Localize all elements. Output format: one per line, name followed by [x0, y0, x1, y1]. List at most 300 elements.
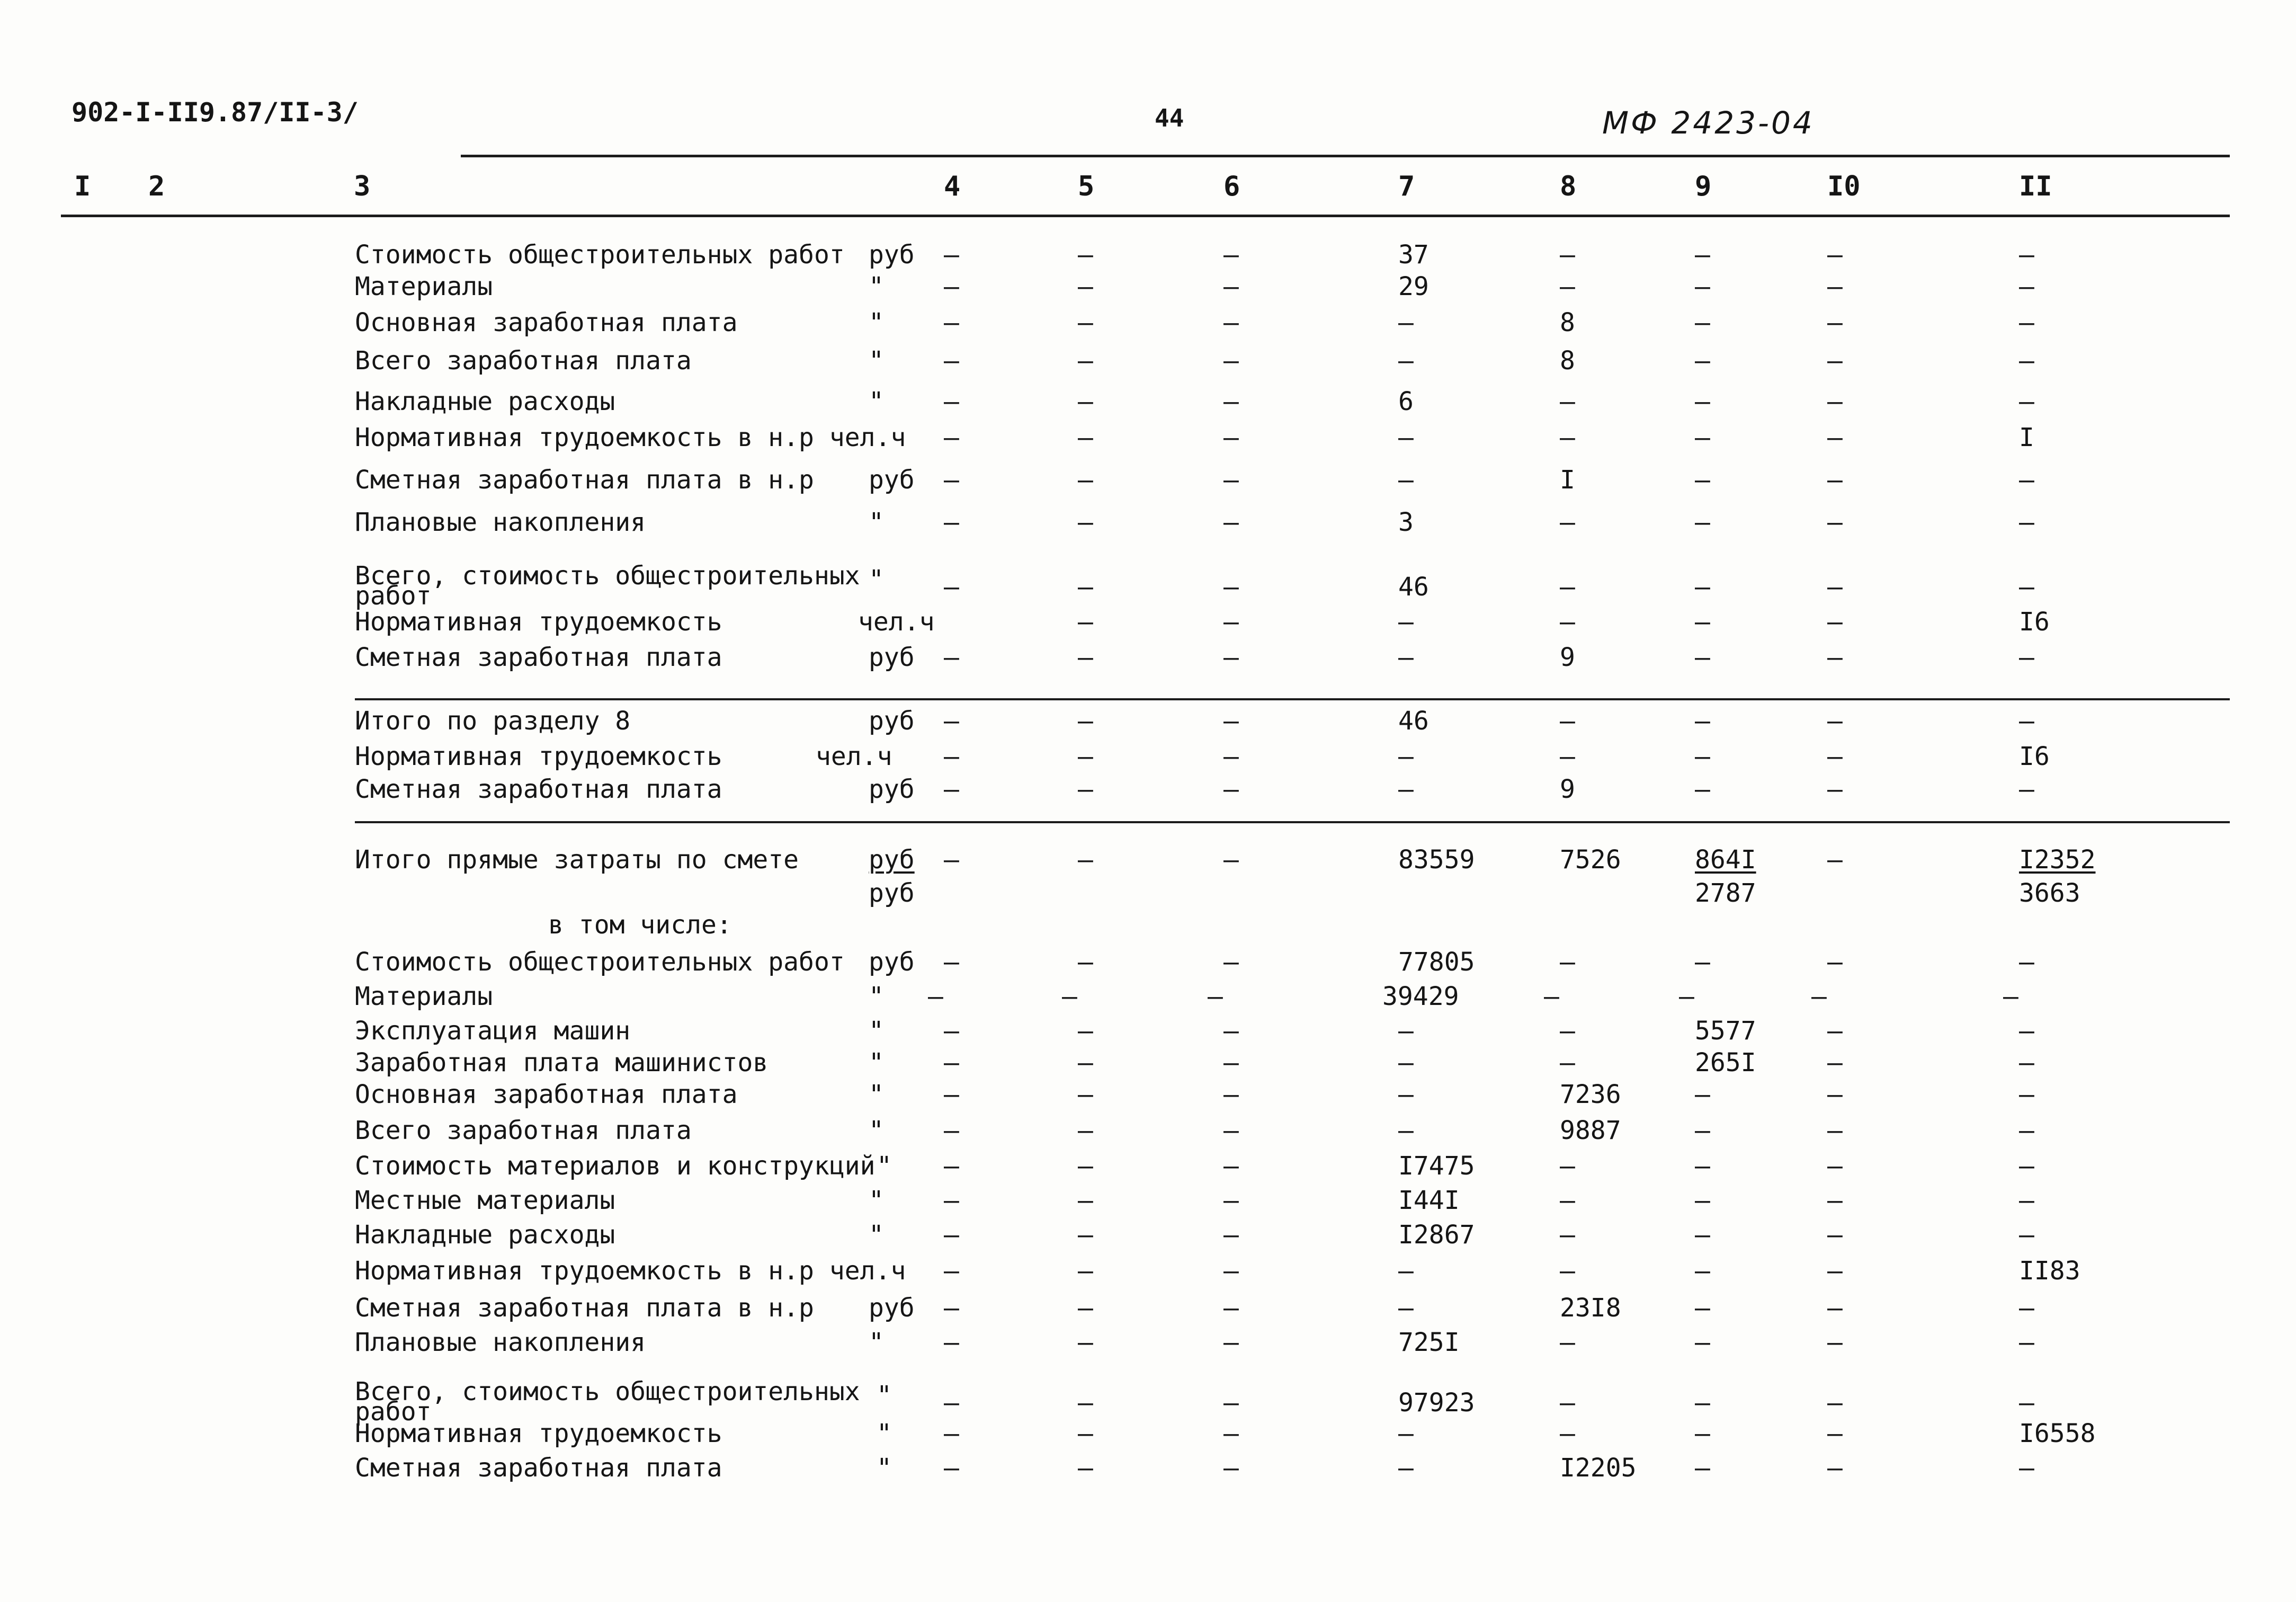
cell-col7: I7475	[1398, 1151, 1475, 1181]
cell-col9: –	[1695, 346, 1710, 376]
cell-col7: 46	[1398, 706, 1429, 736]
cell-col10: –	[1827, 607, 1843, 637]
cell-col7: –	[1398, 423, 1414, 452]
cell-col8: I	[1560, 465, 1575, 495]
cell-col10: –	[1827, 572, 1843, 602]
table-row	[0, 1117, 2296, 1156]
cell-col7: –	[1398, 1116, 1414, 1145]
cell-col4: –	[944, 387, 959, 416]
cell-col6: –	[1223, 775, 1239, 804]
cell-col9: –	[1695, 508, 1710, 537]
row-unit: "	[869, 272, 884, 301]
cell-col10: –	[1827, 1419, 1843, 1448]
cell-col10: –	[1827, 1186, 1843, 1215]
cell-col4: –	[944, 423, 959, 452]
cell-col4: –	[944, 1220, 959, 1250]
cell-col6: –	[1223, 308, 1239, 337]
cell-col6: –	[1223, 423, 1239, 452]
cell-col10: –	[1827, 240, 1843, 270]
row-label: Нормативная трудоемкость	[355, 742, 722, 771]
cell-col6: –	[1223, 643, 1239, 672]
cell-col6: –	[1223, 1388, 1239, 1418]
cell-col7: –	[1398, 1016, 1414, 1046]
cell-col10: –	[1827, 775, 1843, 804]
row-unit: руб	[869, 878, 915, 908]
cell-col4: –	[944, 775, 959, 804]
cell-col5: –	[1078, 1116, 1093, 1145]
row-unit: "	[869, 1186, 884, 1215]
cell-col7: 725I	[1398, 1328, 1460, 1357]
cell-col9: 864I	[1695, 845, 1756, 875]
cell-col11: –	[2019, 1293, 2034, 1323]
cell-col6: –	[1223, 465, 1239, 495]
cell-col11: –	[2019, 387, 2034, 416]
row-unit: руб	[869, 845, 915, 875]
cell-col11: –	[2019, 346, 2034, 376]
cell-col8: 8	[1560, 346, 1575, 376]
cell-col5: –	[1078, 742, 1093, 771]
row-unit: руб	[869, 643, 915, 672]
table-row	[0, 1454, 2296, 1493]
cell-col8: –	[1560, 1419, 1575, 1448]
cell-col4: –	[944, 346, 959, 376]
cell-col4: –	[944, 1048, 959, 1078]
cell-col11: –	[2019, 1453, 2034, 1483]
cell-col7: 77805	[1398, 947, 1475, 977]
cell-col5: –	[1078, 308, 1093, 337]
row-label: Стоимость общестроительных работ	[355, 947, 845, 977]
row-unit: чел.ч	[816, 742, 892, 771]
cell-col11: I6	[2019, 742, 2050, 771]
row-unit: "	[869, 1016, 884, 1046]
cell-col8: 9	[1560, 643, 1575, 672]
cell-col5: –	[1078, 1293, 1093, 1323]
cell-col5: –	[1078, 1419, 1093, 1448]
cell-col4: –	[944, 1388, 959, 1418]
cell-col8: 7526	[1560, 845, 1621, 875]
cell-col5: –	[1078, 643, 1093, 672]
cell-col6: –	[1223, 346, 1239, 376]
row-unit: руб	[869, 240, 915, 270]
cell-col10: –	[1827, 1080, 1843, 1109]
cell-col11: –	[2019, 1328, 2034, 1357]
cell-col10: –	[1827, 643, 1843, 672]
cell-col9: –	[1695, 742, 1710, 771]
cell-col8: –	[1560, 572, 1575, 602]
cell-col9: 5577	[1695, 1016, 1756, 1046]
cell-col11: II83	[2019, 1256, 2080, 1286]
cell-col10: –	[1827, 947, 1843, 977]
cell-col6: –	[1223, 1328, 1239, 1357]
cell-col5: –	[1078, 775, 1093, 804]
cell-col7: I44I	[1398, 1186, 1460, 1215]
cell-col5: –	[1078, 272, 1093, 301]
cell-col6: –	[1223, 1453, 1239, 1483]
cell-col10: –	[1827, 1048, 1843, 1078]
cell-col6: –	[1223, 1080, 1239, 1109]
cell-col8: 9	[1560, 775, 1575, 804]
cell-col7: I2867	[1398, 1220, 1475, 1250]
cell-col11: –	[2019, 1080, 2034, 1109]
row-unit: "	[869, 1220, 884, 1250]
cell-col4: –	[944, 308, 959, 337]
cell-col11: –	[2019, 240, 2034, 270]
cell-col8: –	[1560, 272, 1575, 301]
cell-col6: –	[1223, 947, 1239, 977]
cell-col9: –	[1695, 423, 1710, 452]
cell-col5: –	[1078, 1151, 1093, 1181]
cell-col11: I6	[2019, 607, 2050, 637]
cell-col10: –	[1827, 1256, 1843, 1286]
cell-col9: –	[1695, 775, 1710, 804]
row-unit: "	[869, 1048, 884, 1078]
cell-col7: 37	[1398, 240, 1429, 270]
cell-col11: –	[2019, 572, 2034, 602]
cell-col10: –	[1827, 1016, 1843, 1046]
row-unit: "	[869, 1080, 884, 1109]
cell-col8: –	[1560, 1388, 1575, 1418]
row-unit: руб	[869, 775, 915, 804]
cell-col4: –	[944, 1256, 959, 1286]
column-number-9: 9	[1695, 171, 1712, 202]
row-label: Сметная заработная плата в н.р	[355, 1293, 814, 1323]
row-label: Стоимость общестроительных работ	[355, 240, 845, 270]
cell-col5: –	[1078, 1256, 1093, 1286]
cell-col8: –	[1560, 1048, 1575, 1078]
cell-col10: –	[1827, 706, 1843, 736]
cell-col8: I2205	[1560, 1453, 1637, 1483]
cell-col9: –	[1695, 1080, 1710, 1109]
cell-col8: –	[1560, 706, 1575, 736]
cell-col4: –	[944, 643, 959, 672]
row-unit: "	[869, 982, 884, 1011]
cell-col9: 265I	[1695, 1048, 1756, 1078]
row-label: Сметная заработная плата	[355, 775, 722, 804]
cell-col7: –	[1398, 1293, 1414, 1323]
row-label: Основная заработная плата	[355, 308, 738, 337]
cell-col7: –	[1398, 775, 1414, 804]
cell-col6: –	[1223, 742, 1239, 771]
cell-col10: –	[1827, 308, 1843, 337]
column-number-8: 8	[1560, 171, 1577, 202]
cell-col9: 2787	[1695, 878, 1756, 908]
cell-col6: –	[1223, 1186, 1239, 1215]
cell-col7: –	[1398, 465, 1414, 495]
row-unit: руб	[869, 706, 915, 736]
row-label: Заработная плата машинистов	[355, 1048, 769, 1078]
cell-col8: –	[1560, 423, 1575, 452]
row-label: Местные материалы	[355, 1186, 615, 1215]
cell-col10: –	[1827, 1293, 1843, 1323]
cell-col10: –	[1827, 387, 1843, 416]
document-stamp: МФ 2423-04	[1602, 105, 1815, 141]
cell-col5: –	[1078, 240, 1093, 270]
row-label: в том числе:	[548, 910, 732, 940]
row-unit: "	[877, 1453, 892, 1483]
cell-col10: –	[1827, 508, 1843, 537]
row-unit: "	[877, 1381, 892, 1410]
cell-col9: –	[1695, 1388, 1710, 1418]
row-unit: "	[869, 387, 884, 416]
cell-col11: 3663	[2019, 878, 2080, 908]
row-label: Всего, стоимость общестроительных работ	[355, 1377, 860, 1427]
cell-col10: –	[1811, 982, 1827, 1011]
cell-col11: I	[2019, 423, 2034, 452]
cell-col4: –	[944, 742, 959, 771]
cell-col6: –	[1223, 272, 1239, 301]
cell-col5: –	[1078, 845, 1093, 875]
cell-col4: –	[944, 240, 959, 270]
cell-col9: –	[1695, 1293, 1710, 1323]
cell-col8: –	[1560, 1186, 1575, 1215]
cell-col7: 6	[1398, 387, 1414, 416]
row-unit: руб	[869, 465, 915, 495]
cell-col7: 3	[1398, 508, 1414, 537]
cell-col4: –	[944, 272, 959, 301]
cell-col4: –	[944, 508, 959, 537]
cell-col8: –	[1560, 508, 1575, 537]
row-label: Сметная заработная плата	[355, 1453, 722, 1483]
cell-col4: –	[944, 845, 959, 875]
cell-col4: –	[944, 1151, 959, 1181]
cell-col11: –	[2019, 643, 2034, 672]
column-number-3: 3	[354, 171, 371, 202]
cell-col10: –	[1827, 272, 1843, 301]
cell-col5: –	[1078, 1453, 1093, 1483]
row-label: Сметная заработная плата	[355, 643, 722, 672]
table-row	[0, 1420, 2296, 1459]
cell-col4: –	[944, 1116, 959, 1145]
cell-col10: –	[1827, 346, 1843, 376]
cell-col7: 46	[1398, 572, 1429, 602]
cell-col5: –	[1062, 982, 1077, 1011]
page-number: 44	[1155, 104, 1184, 132]
cell-col6: –	[1223, 607, 1239, 637]
cell-col5: –	[1078, 572, 1093, 602]
cell-col9: –	[1695, 1151, 1710, 1181]
row-unit: "	[869, 346, 884, 376]
column-number-11: II	[2019, 171, 2052, 202]
cell-col10: –	[1827, 1220, 1843, 1250]
cell-col5: –	[1078, 706, 1093, 736]
cell-col9: –	[1695, 1328, 1710, 1357]
cell-col9: –	[1695, 272, 1710, 301]
cell-col6: –	[1223, 387, 1239, 416]
row-label: Нормативная трудоемкость	[355, 607, 722, 637]
cell-col5: –	[1078, 1388, 1093, 1418]
cell-col9: –	[1695, 706, 1710, 736]
cell-col11: –	[2019, 1116, 2034, 1145]
cell-col7: –	[1398, 308, 1414, 337]
cell-col5: –	[1078, 465, 1093, 495]
cell-col4: –	[944, 1080, 959, 1109]
cell-col9: –	[1695, 465, 1710, 495]
cell-col8: 23I8	[1560, 1293, 1621, 1323]
cell-col4: –	[944, 1419, 959, 1448]
cell-col5: –	[1078, 387, 1093, 416]
column-number-6: 6	[1223, 171, 1240, 202]
cell-col7: –	[1398, 643, 1414, 672]
cell-col11: –	[2019, 1151, 2034, 1181]
row-unit: "	[869, 1328, 884, 1357]
cell-col11: –	[2019, 465, 2034, 495]
row-label: Всего, стоимость общестроительных работ	[355, 561, 860, 611]
cell-col11: –	[2003, 982, 2018, 1011]
column-number-4: 4	[944, 171, 961, 202]
column-number-5: 5	[1078, 171, 1095, 202]
column-number-1: I	[74, 171, 91, 202]
table-row	[0, 1152, 2296, 1191]
cell-col9: –	[1695, 308, 1710, 337]
cell-col7: –	[1398, 346, 1414, 376]
cell-col8: –	[1560, 1016, 1575, 1046]
cell-col4: –	[944, 947, 959, 977]
column-number-10: I0	[1827, 171, 1861, 202]
cell-col7: 83559	[1398, 845, 1475, 875]
row-label: Нормативная трудоемкость	[355, 1419, 722, 1448]
cell-col11: –	[2019, 1016, 2034, 1046]
cell-col9: –	[1695, 1419, 1710, 1448]
row-unit: руб	[869, 947, 915, 977]
cell-col7: 29	[1398, 272, 1429, 301]
table-row	[0, 983, 2296, 1022]
row-label: Всего заработная плата	[355, 346, 692, 376]
row-label: Основная заработная плата	[355, 1080, 738, 1109]
cell-col8: –	[1560, 607, 1575, 637]
cell-col6: –	[1223, 1419, 1239, 1448]
cell-col5: –	[1078, 346, 1093, 376]
cell-col6: –	[1223, 706, 1239, 736]
cell-col11: –	[2019, 947, 2034, 977]
cell-col9: –	[1695, 572, 1710, 602]
cell-col8: 7236	[1560, 1080, 1621, 1109]
cell-col8: 8	[1560, 308, 1575, 337]
cell-col4: –	[944, 465, 959, 495]
cell-col5: –	[1078, 508, 1093, 537]
cell-col7: 97923	[1398, 1388, 1475, 1418]
cell-col5: –	[1078, 1080, 1093, 1109]
cell-col10: –	[1827, 423, 1843, 452]
cell-col9: –	[1695, 1186, 1710, 1215]
cell-col10: –	[1827, 742, 1843, 771]
cell-col11: –	[2019, 1220, 2034, 1250]
cell-col11: –	[2019, 1186, 2034, 1215]
cell-col10: –	[1827, 845, 1843, 875]
cell-col11: –	[2019, 272, 2034, 301]
cell-col6: –	[1223, 1220, 1239, 1250]
cell-col8: 9887	[1560, 1116, 1621, 1145]
cell-col8: –	[1560, 1256, 1575, 1286]
cell-col4: –	[944, 1186, 959, 1215]
cell-col9: –	[1695, 1220, 1710, 1250]
cell-col9: –	[1695, 1256, 1710, 1286]
row-label: Итого прямые затраты по смете	[355, 845, 799, 875]
cell-col6: –	[1223, 240, 1239, 270]
row-label: Плановые накопления	[355, 1328, 646, 1357]
cell-col4: –	[944, 1328, 959, 1357]
cell-col8: –	[1560, 1328, 1575, 1357]
cell-col7: –	[1398, 742, 1414, 771]
cell-col5: –	[1078, 1016, 1093, 1046]
cell-col9: –	[1695, 240, 1710, 270]
cell-col4: –	[944, 1293, 959, 1323]
cell-col6: –	[1223, 845, 1239, 875]
cell-col9: –	[1695, 387, 1710, 416]
cell-col10: –	[1827, 465, 1843, 495]
column-number-7: 7	[1398, 171, 1415, 202]
row-unit: чел.ч	[858, 607, 935, 637]
cell-col8: –	[1560, 240, 1575, 270]
cell-col4: –	[944, 1453, 959, 1483]
cell-col9: –	[1695, 947, 1710, 977]
cell-col7: –	[1398, 1080, 1414, 1109]
document-code: 902-I-II9.87/II-3/	[72, 97, 359, 128]
column-number-2: 2	[148, 171, 165, 202]
cell-col6: –	[1223, 1293, 1239, 1323]
row-unit: "	[869, 508, 884, 537]
cell-col9: –	[1695, 1116, 1710, 1145]
cell-col9: –	[1679, 982, 1694, 1011]
cell-col7: –	[1398, 1419, 1414, 1448]
table-row	[0, 1329, 2296, 1368]
cell-col6: –	[1223, 1116, 1239, 1145]
cell-col6: –	[1223, 1256, 1239, 1286]
row-label: Материалы	[355, 272, 493, 301]
cell-col8: –	[1560, 742, 1575, 771]
cell-col10: –	[1827, 1388, 1843, 1418]
cell-col8: –	[1544, 982, 1559, 1011]
table-row	[0, 1081, 2296, 1120]
row-unit: "	[877, 1419, 892, 1448]
row-label: Сметная заработная плата в н.р	[355, 465, 814, 495]
row-unit: "	[869, 1116, 884, 1145]
cell-col10: –	[1827, 1328, 1843, 1357]
cell-col5: –	[1078, 1328, 1093, 1357]
cell-col4: –	[944, 572, 959, 602]
cell-col11: –	[2019, 1388, 2034, 1418]
cell-col5: –	[1078, 1048, 1093, 1078]
cell-col5: –	[1078, 1220, 1093, 1250]
cell-col10: –	[1827, 1151, 1843, 1181]
cell-col5: –	[1078, 423, 1093, 452]
cell-col11: –	[2019, 308, 2034, 337]
cell-col5: –	[1078, 1186, 1093, 1215]
cell-col8: –	[1560, 1220, 1575, 1250]
row-label: Итого по разделу 8	[355, 706, 631, 736]
cell-col9: –	[1695, 643, 1710, 672]
row-label: Плановые накопления	[355, 508, 646, 537]
cell-col7: –	[1398, 1256, 1414, 1286]
table-row	[0, 1294, 2296, 1333]
cell-col11: –	[2019, 508, 2034, 537]
cell-col7: –	[1398, 1048, 1414, 1078]
row-label: Накладные расходы	[355, 387, 615, 416]
cell-col5: –	[1078, 607, 1093, 637]
cell-col11: –	[2019, 775, 2034, 804]
cell-col11: I6558	[2019, 1419, 2096, 1448]
cell-col4: –	[944, 706, 959, 736]
row-label: Материалы	[355, 982, 493, 1011]
cell-col6: –	[1223, 1151, 1239, 1181]
row-label: Накладные расходы	[355, 1220, 615, 1250]
cell-col8: –	[1560, 1151, 1575, 1181]
table-row	[0, 1221, 2296, 1260]
row-unit: руб	[869, 1293, 915, 1323]
row-label: Всего заработная плата	[355, 1116, 692, 1145]
cell-col6: –	[1208, 982, 1223, 1011]
cell-col4: –	[928, 982, 943, 1011]
cell-col11: –	[2019, 706, 2034, 736]
